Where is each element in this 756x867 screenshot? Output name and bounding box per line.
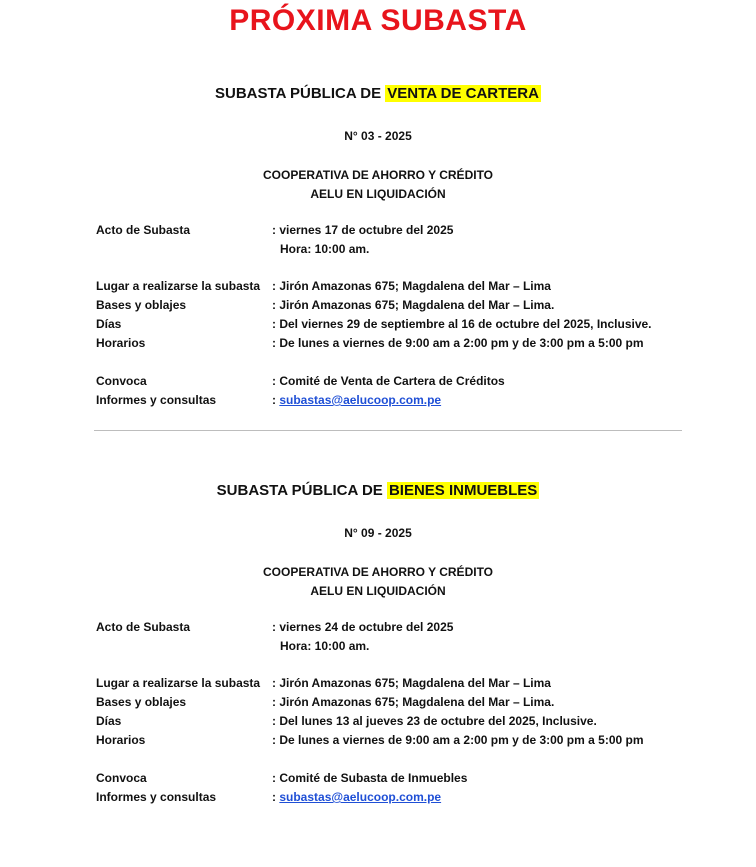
row-lugar xyxy=(96,674,551,693)
section-title xyxy=(0,482,756,499)
bases-label: Bases y oblajes xyxy=(96,695,187,709)
informes-label: Informes y consultas xyxy=(96,393,217,407)
section-title xyxy=(0,85,756,102)
auction-section-cartera xyxy=(0,85,756,470)
section-divider xyxy=(94,430,682,431)
acto-label: Acto de Subasta xyxy=(96,223,191,237)
bases-label: Bases y oblajes xyxy=(96,298,187,312)
bases-value: : Jirón Amazonas 675; Magdalena del Mar – Lima. xyxy=(272,695,555,709)
convoca-value: : Comité de Subasta de Inmuebles xyxy=(272,771,468,785)
row-bases xyxy=(96,693,554,712)
informes-value xyxy=(272,391,441,410)
horarios-label: Horarios xyxy=(96,733,146,747)
auction-number: N° 03 - 2025 xyxy=(344,129,412,143)
informes-colon: : xyxy=(272,393,280,407)
bases-value: : Jirón Amazonas 675; Magdalena del Mar – Lima. xyxy=(272,298,555,312)
organization-status: AELU EN LIQUIDACIÓN xyxy=(310,584,446,598)
row-acto xyxy=(96,618,453,656)
horarios-label: Horarios xyxy=(96,336,146,350)
informes-colon: : xyxy=(272,790,280,804)
convoca-label: Convoca xyxy=(96,771,147,785)
organization-block xyxy=(0,563,756,601)
row-convoca xyxy=(96,372,505,391)
organization-status: AELU EN LIQUIDACIÓN xyxy=(310,187,446,201)
lugar-value: : Jirón Amazonas 675; Magdalena del Mar – Lima xyxy=(272,279,551,293)
lugar-label: Lugar a realizarse la subasta xyxy=(96,676,261,690)
section-title-highlight: VENTA DE CARTERA xyxy=(387,85,539,102)
page-title: PRÓXIMA SUBASTA xyxy=(229,4,527,37)
row-informes xyxy=(96,391,441,410)
auction-number: N° 09 - 2025 xyxy=(344,526,412,540)
row-dias xyxy=(96,315,652,334)
horarios-value: : De lunes a viernes de 9:00 am a 2:00 pm y de 3:00 pm a 5:00 pm xyxy=(272,336,644,350)
informes-value xyxy=(272,788,441,807)
section-title-highlight: BIENES INMUEBLES xyxy=(388,482,538,499)
row-dias xyxy=(96,712,597,731)
dias-value: : Del lunes 13 al jueves 23 de octubre del 2025, Inclusive. xyxy=(272,714,597,728)
row-acto xyxy=(96,221,453,259)
lugar-label: Lugar a realizarse la subasta xyxy=(96,279,261,293)
dias-value: : Del viernes 29 de septiembre al 16 de octubre del 2025, Inclusive. xyxy=(272,317,652,331)
auction-section-inmuebles xyxy=(0,482,756,867)
organization-name: COOPERATIVA DE AHORRO Y CRÉDITO xyxy=(262,565,494,579)
row-horarios xyxy=(96,334,644,353)
convoca-value: : Comité de Venta de Cartera de Créditos xyxy=(272,374,505,388)
acto-label: Acto de Subasta xyxy=(96,620,191,634)
organization-block xyxy=(0,166,756,204)
row-horarios xyxy=(96,731,644,750)
hora-value: Hora: 10:00 am. xyxy=(280,242,370,256)
organization-name: COOPERATIVA DE AHORRO Y CRÉDITO xyxy=(262,168,494,182)
dias-label: Días xyxy=(96,714,122,728)
row-lugar xyxy=(96,277,551,296)
lugar-value: : Jirón Amazonas 675; Magdalena del Mar – Lima xyxy=(272,676,551,690)
section-title-prefix: SUBASTA PÚBLICA DE xyxy=(215,85,386,102)
dias-label: Días xyxy=(96,317,122,331)
convoca-label: Convoca xyxy=(96,374,147,388)
acto-value: : viernes 17 de octubre del 2025 xyxy=(272,223,454,237)
horarios-value: : De lunes a viernes de 9:00 am a 2:00 pm y de 3:00 pm a 5:00 pm xyxy=(272,733,644,747)
row-informes xyxy=(96,788,441,807)
acto-value: : viernes 24 de octubre del 2025 xyxy=(272,620,454,634)
row-bases xyxy=(96,296,554,315)
email-link[interactable]: subastas@aelucoop.com.pe xyxy=(279,393,442,407)
hora-value: Hora: 10:00 am. xyxy=(280,639,370,653)
email-link[interactable]: subastas@aelucoop.com.pe xyxy=(279,790,442,804)
section-title-prefix: SUBASTA PÚBLICA DE xyxy=(216,482,387,499)
informes-label: Informes y consultas xyxy=(96,790,217,804)
row-convoca xyxy=(96,769,467,788)
